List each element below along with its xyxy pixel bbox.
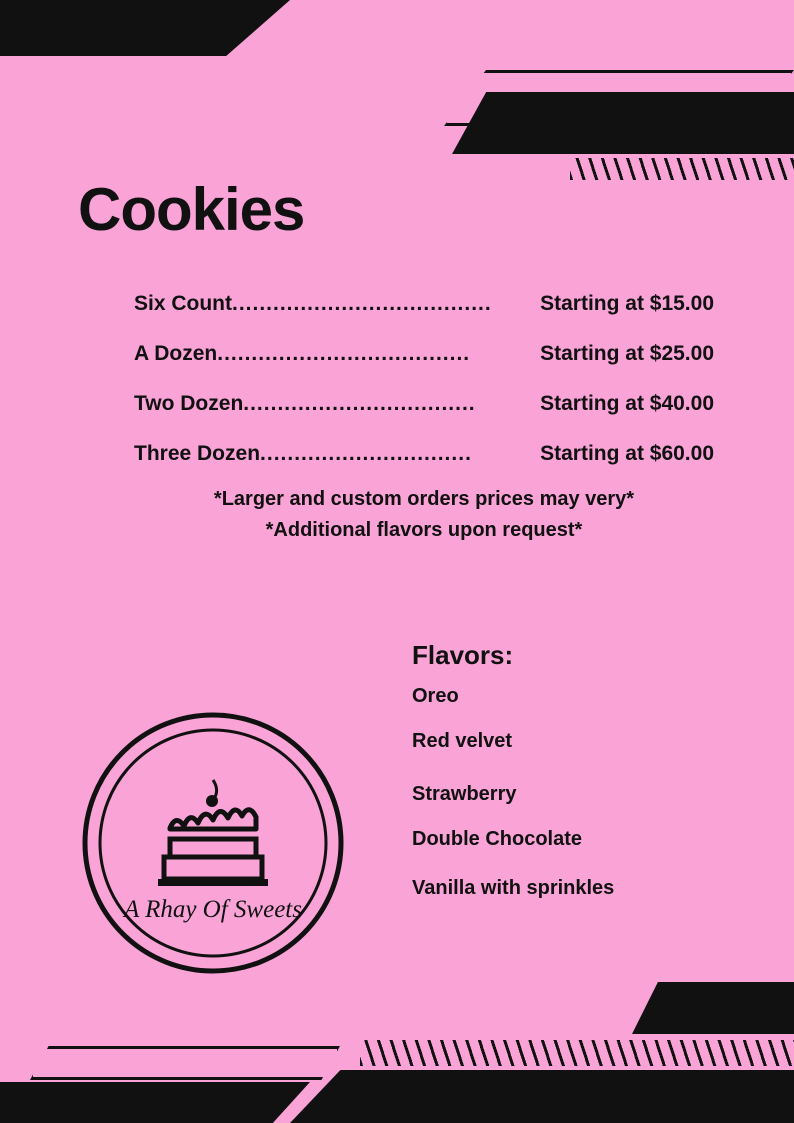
logo-text: A Rhay Of Sweets	[124, 896, 302, 923]
bottom-left-outline-bar	[30, 1046, 340, 1080]
brand-logo	[82, 712, 344, 974]
dot-leader: ..................................	[243, 392, 476, 415]
bottom-right-solid-shape	[632, 982, 794, 1034]
price-value: Starting at $25.00	[540, 342, 714, 365]
price-item-label: Two Dozen	[134, 392, 244, 415]
order-notes	[134, 484, 714, 546]
price-list	[134, 292, 714, 492]
flavor-item: Double Chocolate	[412, 828, 583, 850]
price-value: Starting at $60.00	[540, 442, 714, 465]
dot-leader: ...............................	[260, 442, 472, 465]
dot-leader: ......................................	[232, 292, 492, 315]
note-line: *Additional flavors upon request*	[265, 519, 583, 541]
price-row	[134, 342, 714, 366]
flavor-item: Oreo	[412, 685, 459, 707]
price-value: Starting at $15.00	[540, 292, 714, 315]
top-right-hatch-stripes	[570, 158, 794, 180]
price-item-label: Three Dozen	[134, 442, 261, 465]
top-right-solid-bar	[452, 92, 794, 154]
page-title: Cookies	[78, 176, 305, 244]
flavors-section	[412, 640, 614, 922]
note-line: *Larger and custom orders prices may very*	[213, 488, 635, 510]
bottom-right-hatch-stripes	[360, 1040, 794, 1066]
price-item-label: A Dozen	[134, 342, 218, 365]
bottom-black-bar	[290, 1070, 794, 1123]
flavors-heading: Flavors:	[412, 640, 514, 670]
flavor-item: Red velvet	[412, 730, 513, 752]
price-item-label: Six Count	[134, 292, 232, 315]
top-left-black-bar	[0, 0, 290, 56]
price-row	[134, 442, 714, 466]
bottom-left-solid-bar	[0, 1082, 310, 1123]
layer-cake-icon	[158, 780, 268, 886]
price-value: Starting at $40.00	[540, 392, 714, 415]
dot-leader: .....................................	[217, 342, 471, 365]
flavor-item: Strawberry	[412, 783, 517, 805]
flavor-item: Vanilla with sprinkles	[412, 877, 615, 899]
price-row	[134, 392, 714, 416]
price-row	[134, 292, 714, 316]
